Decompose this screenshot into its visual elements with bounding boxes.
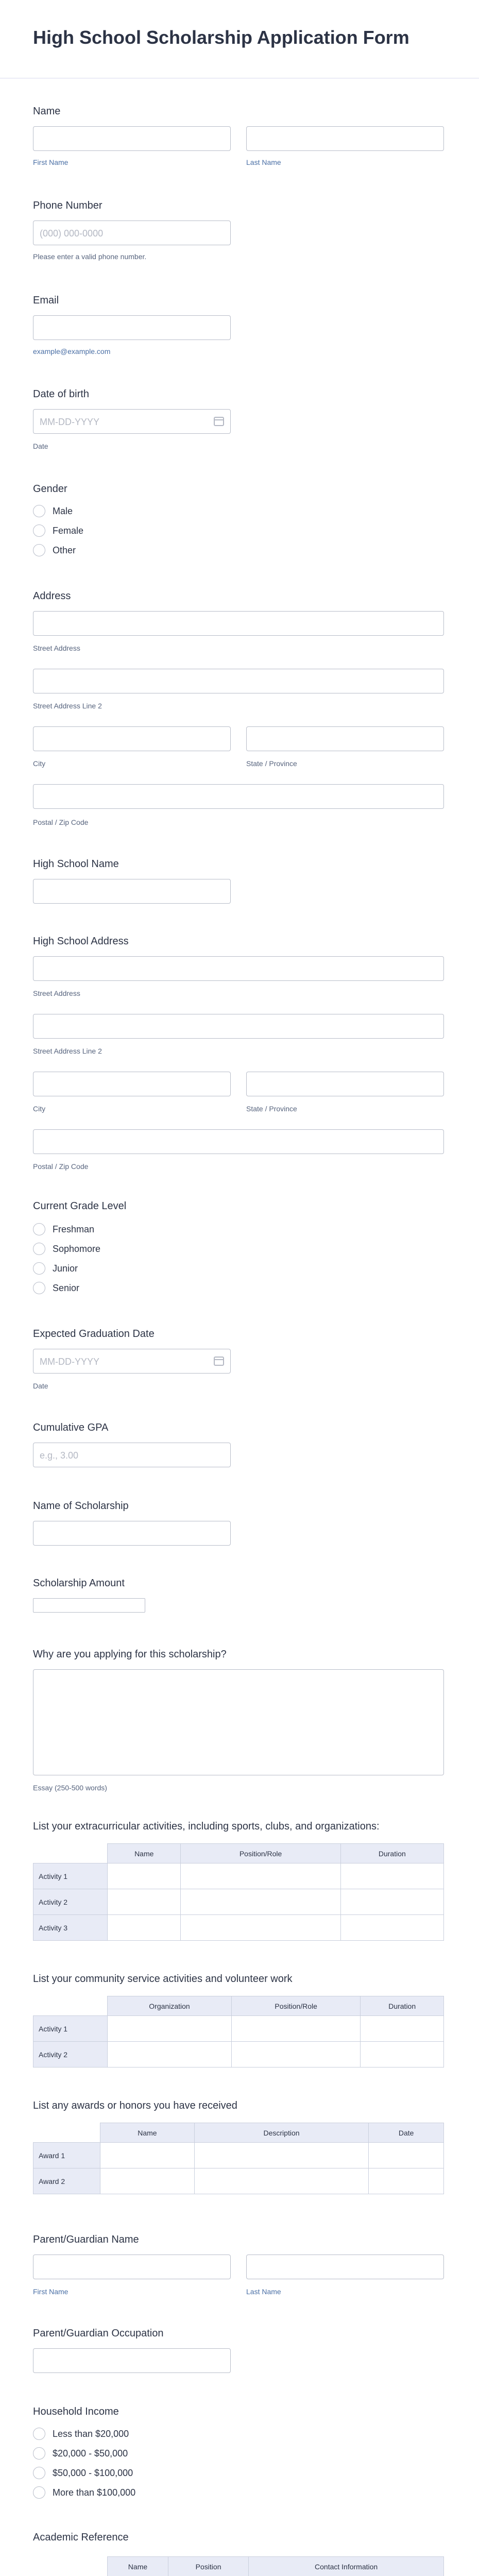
radio-icon[interactable]: [33, 2467, 45, 2479]
matrix-cell-input[interactable]: [181, 1863, 340, 1889]
option-label: $20,000 - $50,000: [53, 2448, 128, 2459]
option-label: Junior: [53, 1263, 78, 1274]
address-street2-input[interactable]: [33, 669, 444, 693]
why-help: Essay (250-500 words): [33, 1784, 107, 1792]
table-row: [33, 2168, 444, 2194]
matrix-corner: [33, 1996, 108, 2016]
gender-option-male[interactable]: [33, 504, 73, 518]
radio-icon[interactable]: [33, 524, 45, 537]
page-title: High School Scholarship Application Form: [33, 27, 409, 48]
awards-matrix: [33, 2123, 444, 2194]
phone-placeholder: (000) 000-0000: [40, 228, 104, 239]
form-body: [0, 79, 479, 2576]
radio-icon[interactable]: [33, 544, 45, 556]
first-name-input[interactable]: [33, 126, 231, 151]
calendar-icon[interactable]: [214, 1357, 224, 1366]
gpa-input[interactable]: [33, 1443, 231, 1467]
matrix-cell-input[interactable]: [369, 2143, 444, 2168]
extracurricular-label: List your extracurricular activities, including sports, clubs, and organizations:: [33, 1821, 380, 1832]
phone-help: Please enter a valid phone number.: [33, 252, 147, 261]
radio-icon[interactable]: [33, 505, 45, 517]
hs-address-street2-sublabel: Street Address Line 2: [33, 1047, 102, 1055]
table-row: [33, 2143, 444, 2168]
matrix-cell-input[interactable]: [108, 1863, 181, 1889]
guardian-first-sublabel: First Name: [33, 2287, 69, 2296]
address-street2-sublabel: Street Address Line 2: [33, 702, 102, 710]
hs-address-label: High School Address: [33, 936, 129, 947]
matrix-col-header: Name: [108, 1844, 181, 1863]
option-label: $50,000 - $100,000: [53, 2467, 133, 2478]
hs-address-street1-input[interactable]: [33, 956, 444, 981]
matrix-corner: [33, 1844, 108, 1863]
matrix-cell-input[interactable]: [181, 1915, 340, 1941]
matrix-col-header: Position: [168, 2557, 248, 2576]
address-postal-input[interactable]: [33, 784, 444, 809]
hs-name-input[interactable]: [33, 879, 231, 904]
grad-date-help: Date: [33, 1382, 48, 1390]
name-label: Name: [33, 106, 61, 117]
option-label: Sophomore: [53, 1243, 101, 1254]
guardian-occupation-input[interactable]: [33, 2348, 231, 2373]
grade-label: Current Grade Level: [33, 1200, 127, 1212]
grade-option-sophomore[interactable]: [33, 1242, 100, 1256]
address-street1-input[interactable]: [33, 611, 444, 636]
option-label: Female: [53, 525, 84, 536]
matrix-row-label: Award 1: [33, 2143, 100, 2168]
grad-date-input[interactable]: [33, 1349, 231, 1374]
matrix-cell-input[interactable]: [181, 1889, 340, 1915]
matrix-corner: [33, 2557, 108, 2576]
matrix-cell-input[interactable]: [100, 2168, 195, 2194]
matrix-row-label: Award 2: [33, 2168, 100, 2194]
matrix-cell-input[interactable]: [340, 1863, 443, 1889]
phone-input[interactable]: [33, 221, 231, 245]
matrix-col-header: Position/Role: [232, 1996, 361, 2016]
matrix-cell-input[interactable]: [340, 1915, 443, 1941]
matrix-row-label: Activity 2: [33, 1889, 108, 1915]
grade-option-freshman[interactable]: [33, 1222, 94, 1236]
address-state-sublabel: State / Province: [246, 759, 297, 768]
dob-input[interactable]: [33, 409, 231, 434]
hs-address-city-input[interactable]: [33, 1072, 231, 1096]
dob-placeholder: MM-DD-YYYY: [40, 417, 99, 427]
income-label: Household Income: [33, 2406, 119, 2417]
income-option-3[interactable]: [33, 2466, 133, 2480]
matrix-col-header: Contact Information: [249, 2557, 444, 2576]
grad-date-placeholder: MM-DD-YYYY: [40, 1357, 99, 1367]
form-header: [0, 0, 479, 78]
table-row: [33, 1863, 444, 1889]
matrix-cell-input[interactable]: [340, 1889, 443, 1915]
matrix-cell-input[interactable]: [361, 2042, 444, 2067]
radio-icon[interactable]: [33, 1243, 45, 1255]
gender-label: Gender: [33, 483, 67, 495]
dob-help: Date: [33, 442, 48, 450]
guardian-first-name-input[interactable]: [33, 2255, 231, 2279]
matrix-cell-input[interactable]: [194, 2168, 368, 2194]
matrix-row-label: Activity 2: [33, 2042, 108, 2067]
guardian-occupation-label: Parent/Guardian Occupation: [33, 2328, 164, 2339]
radio-icon[interactable]: [33, 1262, 45, 1275]
last-name-input[interactable]: [246, 126, 444, 151]
matrix-col-header: Name: [100, 2123, 195, 2143]
radio-icon[interactable]: [33, 2428, 45, 2440]
matrix-row-label: Activity 3: [33, 1915, 108, 1941]
email-label: Email: [33, 295, 59, 306]
matrix-corner: [33, 2123, 100, 2143]
guardian-last-sublabel: Last Name: [246, 2287, 281, 2296]
income-option-2[interactable]: [33, 2446, 128, 2461]
scholarship-amount-label: Scholarship Amount: [33, 1578, 125, 1589]
matrix-cell-input[interactable]: [361, 2016, 444, 2042]
option-label: More than $100,000: [53, 2487, 136, 2498]
first-name-sublabel: First Name: [33, 158, 69, 166]
awards-label: List any awards or honors you have received: [33, 2100, 237, 2111]
matrix-cell-input[interactable]: [194, 2143, 368, 2168]
hs-address-postal-sublabel: Postal / Zip Code: [33, 1162, 89, 1171]
gender-option-other[interactable]: [33, 543, 76, 557]
scholarship-amount-input[interactable]: [33, 1598, 145, 1613]
table-row: [33, 2042, 444, 2067]
hs-address-city-sublabel: City: [33, 1105, 46, 1113]
why-label: Why are you applying for this scholarship?: [33, 1649, 227, 1660]
matrix-cell-input[interactable]: [108, 1915, 181, 1941]
hs-address-state-input[interactable]: [246, 1072, 444, 1096]
radio-icon[interactable]: [33, 2447, 45, 2460]
hs-address-street2-input[interactable]: [33, 1014, 444, 1039]
income-option-4[interactable]: [33, 2485, 135, 2500]
phone-label: Phone Number: [33, 200, 102, 211]
income-option-1[interactable]: [33, 2427, 129, 2441]
community-label: List your community service activities and volunteer work: [33, 1973, 293, 1985]
hs-address-postal-input[interactable]: [33, 1129, 444, 1154]
table-row: [33, 1915, 444, 1941]
why-textarea[interactable]: [33, 1669, 444, 1775]
academic-ref-label: Academic Reference: [33, 2532, 129, 2543]
matrix-col-header: Name: [108, 2557, 168, 2576]
option-label: Freshman: [53, 1224, 95, 1234]
table-row: [33, 2016, 444, 2042]
matrix-cell-input[interactable]: [108, 2042, 232, 2067]
matrix-col-header: Description: [194, 2123, 368, 2143]
guardian-name-label: Parent/Guardian Name: [33, 2234, 139, 2245]
matrix-col-header: Date: [369, 2123, 444, 2143]
radio-icon[interactable]: [33, 1223, 45, 1235]
matrix-col-header: Duration: [361, 1996, 444, 2016]
scholarship-name-input[interactable]: [33, 1521, 231, 1546]
option-label: Senior: [53, 1282, 80, 1293]
grad-date-label: Expected Graduation Date: [33, 1328, 155, 1340]
option-label: Other: [53, 545, 76, 555]
extracurricular-matrix: [33, 1843, 444, 1941]
radio-icon[interactable]: [33, 2486, 45, 2499]
hs-address-state-sublabel: State / Province: [246, 1105, 297, 1113]
matrix-row-label: Activity 1: [33, 1863, 108, 1889]
matrix-col-header: Organization: [108, 1996, 232, 2016]
academic-ref-matrix: [33, 2556, 444, 2576]
address-postal-sublabel: Postal / Zip Code: [33, 818, 89, 826]
address-state-input[interactable]: [246, 726, 444, 751]
matrix-cell-input[interactable]: [108, 2016, 232, 2042]
table-row: [33, 1889, 444, 1915]
radio-icon[interactable]: [33, 1282, 45, 1294]
address-label: Address: [33, 590, 71, 602]
matrix-cell-input[interactable]: [108, 1889, 181, 1915]
matrix-col-header: Duration: [340, 1844, 443, 1863]
scholarship-name-label: Name of Scholarship: [33, 1500, 129, 1512]
email-help: example@example.com: [33, 347, 111, 355]
gpa-placeholder: e.g., 3.00: [40, 1450, 79, 1461]
address-city-input[interactable]: [33, 726, 231, 751]
matrix-cell-input[interactable]: [232, 2042, 361, 2067]
matrix-col-header: Position/Role: [181, 1844, 340, 1863]
hs-name-label: High School Name: [33, 858, 119, 870]
community-matrix: [33, 1996, 444, 2067]
last-name-sublabel: Last Name: [246, 158, 281, 166]
guardian-last-name-input[interactable]: [246, 2255, 444, 2279]
calendar-icon[interactable]: [214, 417, 224, 426]
grade-option-senior[interactable]: [33, 1281, 79, 1295]
address-city-sublabel: City: [33, 759, 46, 768]
gpa-label: Cumulative GPA: [33, 1422, 109, 1433]
option-label: Male: [53, 505, 73, 516]
matrix-row-label: Activity 1: [33, 2016, 108, 2042]
matrix-cell-input[interactable]: [232, 2016, 361, 2042]
matrix-cell-input[interactable]: [369, 2168, 444, 2194]
hs-address-street1-sublabel: Street Address: [33, 989, 80, 997]
gender-option-female[interactable]: [33, 523, 83, 538]
option-label: Less than $20,000: [53, 2428, 129, 2439]
email-input[interactable]: [33, 315, 231, 340]
address-street1-sublabel: Street Address: [33, 644, 80, 652]
grade-option-junior[interactable]: [33, 1261, 78, 1276]
dob-label: Date of birth: [33, 388, 89, 400]
matrix-cell-input[interactable]: [100, 2143, 195, 2168]
